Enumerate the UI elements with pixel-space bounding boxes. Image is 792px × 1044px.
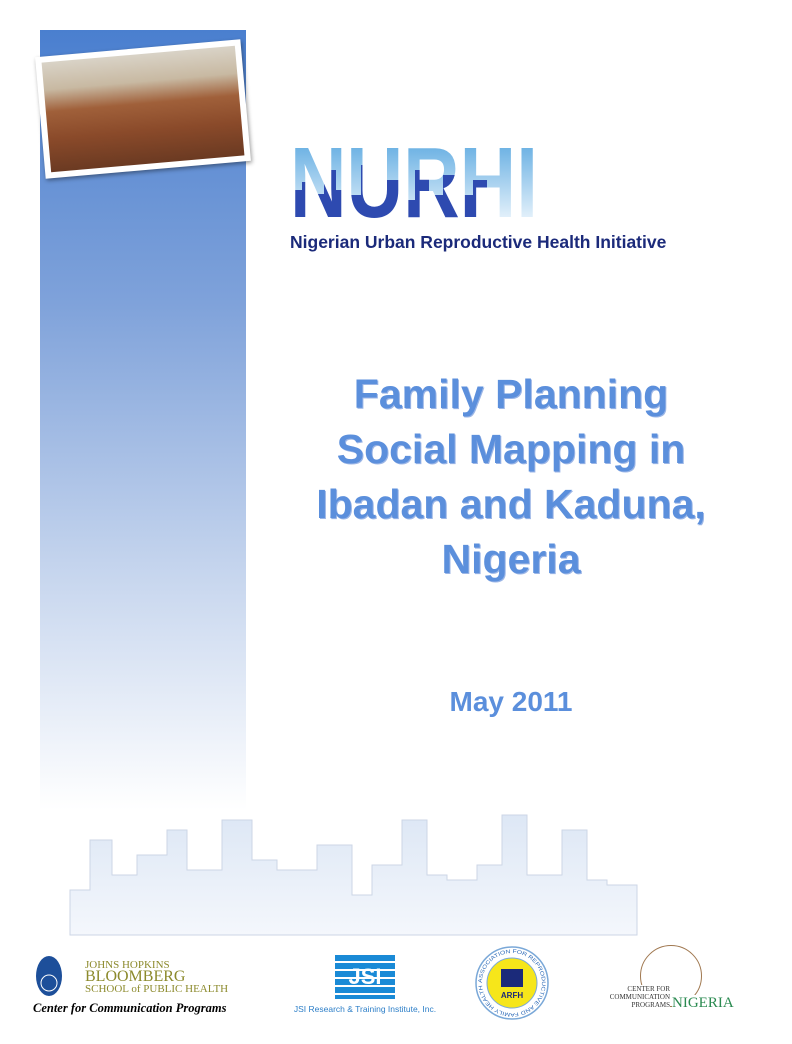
title-line: Social Mapping in (336, 426, 686, 472)
title-line: Nigeria (441, 536, 581, 582)
family-icon (501, 969, 523, 987)
arfh-logo (474, 945, 550, 1021)
nurhi-logo (290, 135, 540, 220)
city-rooftops-photo (35, 39, 251, 178)
ccp-nigeria-logo (608, 945, 748, 1015)
report-title (270, 367, 752, 587)
jsi-caption: JSI Research & Training Institute, Inc. (293, 1004, 437, 1014)
report-date: May 2011 (449, 686, 573, 717)
city-skyline-graphic (70, 810, 770, 935)
arfh-ring-textpath: ASSOCIATION FOR REPRODUCTIVE AND FAMILY HEALTH (477, 948, 547, 1018)
title-line: Ibadan and Kaduna, (316, 481, 706, 527)
title-line: Family Planning (353, 371, 669, 417)
jsi-mark: JSI (335, 955, 395, 999)
partner-logos (0, 948, 792, 1025)
jhu-line1: JOHNS HOPKINS (85, 959, 170, 971)
jhu-line3: SCHOOL of PUBLIC HEALTH (85, 983, 229, 995)
arfh-mark: ARFH (500, 991, 524, 1000)
initiative-tagline: Nigerian Urban Reproductive Health Initiative (290, 232, 667, 252)
ccp-caption: CENTER FOR COMMUNICATION PROGRAMS (609, 985, 670, 1009)
jhu-bloomberg-logo (33, 955, 229, 1015)
jsi-logo (290, 955, 440, 1014)
jhu-shield-icon (35, 955, 63, 997)
jhu-ccp-caption: Center for Communication Programs (33, 1001, 227, 1015)
ccp-country: NIGERIA (672, 995, 734, 1011)
jhu-line2: BLOOMBERG (85, 968, 186, 985)
